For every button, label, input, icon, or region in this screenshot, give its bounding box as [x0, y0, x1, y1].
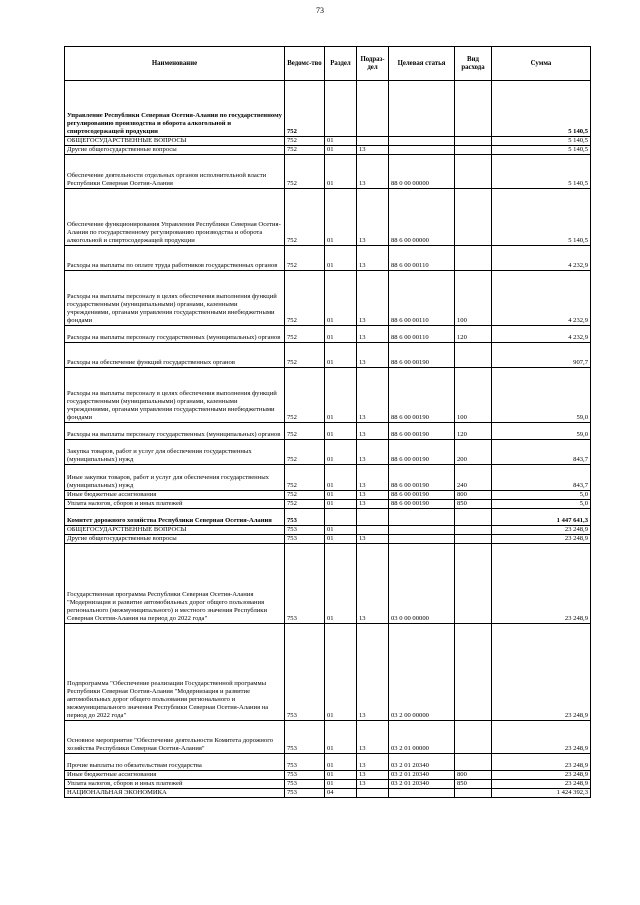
row-section: 01	[325, 271, 357, 326]
budget-table	[64, 46, 591, 798]
row-department: 752	[285, 465, 325, 491]
row-section	[325, 81, 357, 137]
column-header-expense-type: Вид расхода	[455, 47, 492, 81]
row-name: Расходы на выплаты персоналу государственных (муниципальных) органов	[65, 326, 285, 343]
row-name: Иные бюджетные ассигнования	[65, 771, 285, 780]
table-row	[65, 246, 591, 271]
row-subsection: 13	[357, 771, 389, 780]
row-name: Иные закупки товаров, работ и услуг для обеспечения государственных (муниципальных) нужд	[65, 465, 285, 491]
table-row	[65, 137, 591, 146]
row-name: НАЦИОНАЛЬНАЯ ЭКОНОМИКА	[65, 789, 285, 798]
table-row	[65, 544, 591, 624]
row-subsection	[357, 789, 389, 798]
table-row	[65, 326, 591, 343]
row-section: 01	[325, 137, 357, 146]
row-section: 01	[325, 780, 357, 789]
row-department: 752	[285, 81, 325, 137]
table-row	[65, 754, 591, 771]
row-subsection: 13	[357, 544, 389, 624]
row-name: Другие общегосударственные вопросы	[65, 146, 285, 155]
row-expense-type	[455, 509, 492, 526]
row-section	[325, 509, 357, 526]
row-department: 752	[285, 155, 325, 189]
row-section: 01	[325, 326, 357, 343]
row-amount: 1 424 392,3	[492, 789, 591, 798]
row-target-article: 88 6 00 00190	[389, 368, 455, 423]
row-subsection	[357, 526, 389, 535]
row-department: 753	[285, 535, 325, 544]
row-department: 753	[285, 754, 325, 771]
row-expense-type	[455, 155, 492, 189]
table-row	[65, 771, 591, 780]
row-name: Закупка товаров, работ и услуг для обеспечения государственных (муниципальных) нужд	[65, 440, 285, 465]
table-row	[65, 526, 591, 535]
row-department: 752	[285, 368, 325, 423]
row-target-article	[389, 146, 455, 155]
row-subsection: 13	[357, 535, 389, 544]
row-subsection: 13	[357, 146, 389, 155]
table-row	[65, 789, 591, 798]
row-expense-type	[455, 624, 492, 721]
row-department: 752	[285, 500, 325, 509]
column-header-section: Раздел	[325, 47, 357, 81]
row-amount: 23 248,9	[492, 544, 591, 624]
row-expense-type	[455, 535, 492, 544]
row-section: 01	[325, 343, 357, 368]
row-name: Расходы на выплаты персоналу в целях обеспечения выполнения функций государственными (муниципальными) органами, казенными учреждениями, органами управления государственными внебюджетными фондами	[65, 368, 285, 423]
row-target-article: 88 6 00 00000	[389, 189, 455, 246]
row-subsection: 13	[357, 721, 389, 754]
row-expense-type	[455, 81, 492, 137]
row-expense-type	[455, 754, 492, 771]
row-section: 01	[325, 771, 357, 780]
table-row	[65, 368, 591, 423]
row-target-article: 88 6 00 00190	[389, 343, 455, 368]
row-expense-type	[455, 343, 492, 368]
row-section: 01	[325, 624, 357, 721]
row-expense-type	[455, 526, 492, 535]
row-section: 01	[325, 146, 357, 155]
table-row	[65, 423, 591, 440]
row-expense-type	[455, 544, 492, 624]
row-target-article: 03 0 00 00000	[389, 544, 455, 624]
table-row	[65, 155, 591, 189]
row-department: 752	[285, 491, 325, 500]
row-amount: 1 447 641,3	[492, 509, 591, 526]
row-subsection	[357, 137, 389, 146]
row-department: 752	[285, 440, 325, 465]
row-amount: 23 248,9	[492, 624, 591, 721]
row-amount: 5 140,5	[492, 81, 591, 137]
row-subsection: 13	[357, 624, 389, 721]
row-department: 752	[285, 326, 325, 343]
row-section: 01	[325, 465, 357, 491]
column-header-name: Наименование	[65, 47, 285, 81]
row-expense-type: 850	[455, 780, 492, 789]
row-department: 753	[285, 509, 325, 526]
row-subsection: 13	[357, 754, 389, 771]
table-row	[65, 509, 591, 526]
row-name: ОБЩЕГОСУДАРСТВЕННЫЕ ВОПРОСЫ	[65, 137, 285, 146]
row-subsection: 13	[357, 326, 389, 343]
row-name: Другие общегосударственные вопросы	[65, 535, 285, 544]
row-expense-type	[455, 146, 492, 155]
row-expense-type: 120	[455, 423, 492, 440]
row-amount: 843,7	[492, 465, 591, 491]
table-row	[65, 146, 591, 155]
column-header-target-article: Целевая статья	[389, 47, 455, 81]
row-amount: 23 248,9	[492, 771, 591, 780]
row-subsection: 13	[357, 368, 389, 423]
row-expense-type	[455, 137, 492, 146]
row-target-article: 88 6 00 00110	[389, 326, 455, 343]
row-department: 752	[285, 137, 325, 146]
row-name: ОБЩЕГОСУДАРСТВЕННЫЕ ВОПРОСЫ	[65, 526, 285, 535]
row-subsection: 13	[357, 189, 389, 246]
row-amount: 23 248,9	[492, 535, 591, 544]
row-subsection: 13	[357, 271, 389, 326]
table-row	[65, 780, 591, 789]
row-target-article	[389, 509, 455, 526]
row-expense-type	[455, 246, 492, 271]
row-department: 753	[285, 624, 325, 721]
row-department: 753	[285, 526, 325, 535]
column-header-department: Ведомс-тво	[285, 47, 325, 81]
row-amount: 4 232,9	[492, 246, 591, 271]
row-target-article: 03 2 00 00000	[389, 624, 455, 721]
row-expense-type	[455, 789, 492, 798]
row-expense-type	[455, 721, 492, 754]
row-department: 753	[285, 771, 325, 780]
table-row	[65, 343, 591, 368]
row-department: 753	[285, 544, 325, 624]
table-row	[65, 500, 591, 509]
row-target-article	[389, 137, 455, 146]
row-subsection: 13	[357, 440, 389, 465]
row-name: Основное мероприятие "Обеспечение деятельности Комитета дорожного хозяйства Республики Северная Осетия-Алания"	[65, 721, 285, 754]
row-amount: 23 248,9	[492, 754, 591, 771]
row-name: Обеспечение функционирования Управления Республики Северная Осетия- Алания по государственному регулированию производства и оборота алкогольной и спиртосодержащей продукции	[65, 189, 285, 246]
row-amount: 5 140,5	[492, 155, 591, 189]
row-department: 752	[285, 271, 325, 326]
row-subsection: 13	[357, 500, 389, 509]
row-section: 01	[325, 368, 357, 423]
table-row	[65, 491, 591, 500]
row-department: 752	[285, 246, 325, 271]
row-section: 01	[325, 535, 357, 544]
table-row	[65, 189, 591, 246]
row-amount: 5 140,5	[492, 189, 591, 246]
row-subsection: 13	[357, 423, 389, 440]
row-name: Расходы на обеспечение функций государственных органов	[65, 343, 285, 368]
row-department: 752	[285, 343, 325, 368]
row-target-article: 03 2 01 20340	[389, 771, 455, 780]
row-department: 752	[285, 189, 325, 246]
row-target-article	[389, 535, 455, 544]
row-amount: 23 248,9	[492, 780, 591, 789]
row-amount: 4 232,9	[492, 326, 591, 343]
table-row	[65, 440, 591, 465]
row-target-article: 03 2 01 20340	[389, 780, 455, 789]
table-row	[65, 81, 591, 137]
row-section: 01	[325, 721, 357, 754]
row-target-article: 88 6 00 00190	[389, 500, 455, 509]
row-expense-type: 200	[455, 440, 492, 465]
row-amount: 843,7	[492, 440, 591, 465]
row-section: 01	[325, 440, 357, 465]
row-amount: 59,0	[492, 368, 591, 423]
row-section: 01	[325, 544, 357, 624]
row-amount: 5 140,5	[492, 146, 591, 155]
row-section: 01	[325, 491, 357, 500]
row-subsection	[357, 509, 389, 526]
row-department: 752	[285, 423, 325, 440]
row-section: 01	[325, 754, 357, 771]
row-name: Прочие выплаты по обязательствам государства	[65, 754, 285, 771]
row-section: 01	[325, 423, 357, 440]
row-name: Обеспечение деятельности отдельных органов исполнительной власти Республики Северная Осетия-Алания	[65, 155, 285, 189]
row-subsection	[357, 81, 389, 137]
row-section: 01	[325, 526, 357, 535]
row-section: 04	[325, 789, 357, 798]
row-name: Расходы на выплаты персоналу государственных (муниципальных) органов	[65, 423, 285, 440]
row-department: 753	[285, 780, 325, 789]
column-header-subsection: Подраз-дел	[357, 47, 389, 81]
row-subsection: 13	[357, 465, 389, 491]
row-department: 752	[285, 146, 325, 155]
table-row	[65, 271, 591, 326]
table-header-row	[65, 47, 591, 81]
row-target-article: 88 6 00 00190	[389, 491, 455, 500]
row-name: Подпрограмма "Обеспечение реализации Государственной программы Республики Северная Осетия-Алания "Модернизация и развитие автомобильных дорог общего пользования регионального и межмуниципального значения Республики Северная Осетия-Алания на период до 2022 года"	[65, 624, 285, 721]
row-expense-type: 120	[455, 326, 492, 343]
row-name: Иные бюджетные ассигнования	[65, 491, 285, 500]
row-amount: 59,0	[492, 423, 591, 440]
row-amount: 5,0	[492, 500, 591, 509]
row-name: Расходы на выплаты по оплате труда работников государственных органов	[65, 246, 285, 271]
row-section: 01	[325, 155, 357, 189]
column-header-amount: Сумма	[492, 47, 591, 81]
row-name: Уплата налогов, сборов и иных платежей	[65, 500, 285, 509]
row-name: Расходы на выплаты персоналу в целях обеспечения выполнения функций государственными (муниципальными) органами, казенными учреждениями, органами управления государственными внебюджетными фондами	[65, 271, 285, 326]
row-expense-type: 800	[455, 491, 492, 500]
row-target-article: 03 2 01 20340	[389, 754, 455, 771]
table-row	[65, 721, 591, 754]
row-expense-type	[455, 189, 492, 246]
row-department: 753	[285, 789, 325, 798]
row-target-article: 88 6 00 00190	[389, 423, 455, 440]
row-target-article	[389, 789, 455, 798]
row-expense-type: 100	[455, 368, 492, 423]
table-row	[65, 465, 591, 491]
table-row	[65, 535, 591, 544]
row-amount: 23 248,9	[492, 721, 591, 754]
row-section: 01	[325, 246, 357, 271]
row-target-article	[389, 81, 455, 137]
table-body	[65, 81, 591, 798]
row-amount: 4 232,9	[492, 271, 591, 326]
row-amount: 5,0	[492, 491, 591, 500]
row-amount: 23 248,9	[492, 526, 591, 535]
row-expense-type: 800	[455, 771, 492, 780]
row-target-article: 88 6 00 00110	[389, 246, 455, 271]
table-row	[65, 624, 591, 721]
row-name: Государственная программа Республики Северная Осетия-Алания "Модернизация и развитие автомобильных дорог общего пользования регионального (межмуниципального) и местного значения Республики Северная Осетия-Алания на период до 2022 года"	[65, 544, 285, 624]
row-target-article: 88 6 00 00190	[389, 440, 455, 465]
row-expense-type: 100	[455, 271, 492, 326]
row-expense-type: 850	[455, 500, 492, 509]
row-subsection: 13	[357, 155, 389, 189]
row-section: 01	[325, 189, 357, 246]
row-name: Управление Республики Северная Осетия-Алания по государственному регулированию производства и оборота алкогольной и спиртосодержащей продукции	[65, 81, 285, 137]
row-target-article: 88 0 00 00000	[389, 155, 455, 189]
row-target-article: 03 2 01 00000	[389, 721, 455, 754]
row-subsection: 13	[357, 491, 389, 500]
row-name: Комитет дорожного хозяйства Республики Северная Осетия-Алания	[65, 509, 285, 526]
row-target-article: 88 6 00 00190	[389, 465, 455, 491]
row-amount: 5 140,5	[492, 137, 591, 146]
row-target-article: 88 6 00 00110	[389, 271, 455, 326]
row-department: 753	[285, 721, 325, 754]
row-section: 01	[325, 500, 357, 509]
page-number: 73	[316, 6, 324, 15]
row-target-article	[389, 526, 455, 535]
row-subsection: 13	[357, 343, 389, 368]
row-name: Уплата налогов, сборов и иных платежей	[65, 780, 285, 789]
row-subsection: 13	[357, 246, 389, 271]
row-subsection: 13	[357, 780, 389, 789]
row-expense-type: 240	[455, 465, 492, 491]
row-amount: 907,7	[492, 343, 591, 368]
